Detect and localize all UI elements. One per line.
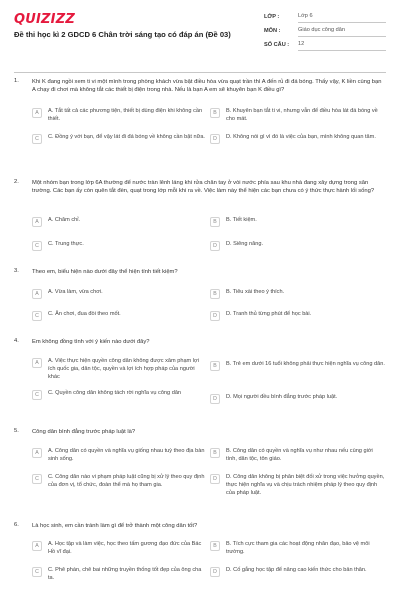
option-letter-box: B (210, 289, 220, 299)
option-text: C. Phê phán, chê bai những truyền thống tốt đẹp của ông cha ta. (48, 567, 202, 581)
option-d[interactable] (210, 134, 385, 154)
question-text: Em không đồng tình với ý kiến nào dưới đây? (32, 339, 150, 345)
option-letter-box: A (32, 448, 42, 458)
option-letter-box: B (210, 108, 220, 118)
meta-key: LỚP : (264, 14, 280, 20)
option-b[interactable] (210, 541, 385, 561)
option-letter-box: A (32, 358, 42, 368)
option-b[interactable] (210, 217, 385, 237)
question-text: Khi K đang ngồi xem ti vi một mình trong phòng khách vừa bật điều hòa vừa quạt trần thì A đến rủ đi đá bóng. Thấy vậy, K liền cùng bạn A chạy đi chơi mà không tắt các thiết bị điện trong nhà. Nếu là bạn A em sẽ khuyên bạn K điều gì? (32, 79, 382, 94)
meta-value: 12 (298, 39, 386, 51)
option-letter-box: D (210, 311, 220, 321)
question-number: 1. (14, 78, 19, 84)
question-text: Theo em, biểu hiện nào dưới đây thể hiện tính tiết kiệm? (32, 269, 178, 275)
question-number: 6. (14, 522, 19, 528)
option-text: B. Trẻ em dưới 16 tuổi không phải thực hiện nghĩa vụ công dân. (226, 361, 385, 367)
option-text: B. Công dân có quyền và nghĩa vụ như nhau nếu cùng giới tính, dân tộc, tôn giáo. (226, 448, 373, 462)
option-c[interactable] (32, 311, 207, 331)
option-b[interactable] (210, 108, 385, 128)
option-c[interactable] (32, 134, 207, 154)
option-letter-box: C (32, 241, 42, 251)
option-text: B. Tiêu xài theo ý thích. (226, 289, 285, 295)
option-letter-box: D (210, 241, 220, 251)
option-letter-box: C (32, 474, 42, 484)
meta-row-question-count (264, 38, 386, 52)
option-text: C. Ăn chơi, đua đòi theo mốt. (48, 311, 121, 317)
option-text: B. Tích cực tham gia các hoạt động nhân đạo, bảo vệ môi trường. (226, 541, 370, 555)
option-a[interactable] (32, 448, 207, 468)
option-text: D. Công dân không bị phân biệt đối xử trong việc hưởng quyền, thực hiện nghĩa vụ và chịu trách nhiệm pháp lý theo quy định của pháp luật. (226, 474, 385, 496)
option-c[interactable] (32, 390, 207, 410)
option-letter-box: C (32, 134, 42, 144)
meta-value: Lớp 6 (298, 11, 386, 23)
question-text: Công dân bình đẳng trước pháp luật là? (32, 429, 136, 435)
option-d[interactable] (210, 241, 385, 261)
option-a[interactable] (32, 358, 207, 378)
option-letter-box: B (210, 361, 220, 371)
header-divider (14, 72, 386, 73)
option-b[interactable] (210, 361, 385, 381)
option-text: C. Đồng ý với bạn, để vậy lát đi đá bóng về không cần bật nữa. (48, 134, 205, 140)
worksheet-header (14, 0, 386, 70)
option-letter-box: A (32, 541, 42, 551)
option-text: C. Trung thực. (48, 241, 84, 247)
meta-key: MÔN : (264, 28, 281, 34)
option-d[interactable] (210, 474, 385, 494)
question-text: Là học sinh, em cần tránh làm gì để trở thành một công dân tốt? (32, 523, 198, 529)
option-d[interactable] (210, 567, 385, 587)
option-text: A. Công dân có quyền và nghĩa vụ giống nhau tuỳ theo địa bàn sinh sống. (48, 448, 205, 462)
worksheet-title: Đề thi học kì 2 GDCD 6 Chân trời sáng tạo có đáp án (Đề 03) (14, 30, 231, 39)
option-letter-box: B (210, 541, 220, 551)
option-a[interactable] (32, 108, 207, 128)
option-letter-box: D (210, 567, 220, 577)
option-letter-box: A (32, 289, 42, 299)
option-letter-box: C (32, 567, 42, 577)
option-b[interactable] (210, 448, 385, 468)
option-letter-box: D (210, 474, 220, 484)
option-letter-box: D (210, 394, 220, 404)
option-letter-box: A (32, 217, 42, 227)
option-c[interactable] (32, 474, 207, 494)
option-text: A. Vừa làm, vừa chơi. (48, 289, 103, 295)
meta-key: SỐ CÂU : (264, 42, 290, 48)
option-a[interactable] (32, 541, 207, 561)
option-text: D. Không nói gì vì đó là việc của bạn, mình không quan tâm. (226, 134, 376, 140)
question-number: 4. (14, 338, 19, 344)
option-letter-box: C (32, 390, 42, 400)
meta-row-subject (264, 24, 386, 38)
option-text: C. Quyền công dân không tách rời nghĩa vụ công dân (48, 390, 182, 396)
worksheet-meta (264, 10, 386, 52)
option-text: B. Tiết kiệm. (226, 217, 257, 223)
option-b[interactable] (210, 289, 385, 309)
option-text: A. Tắt tất cả các phương tiện, thiết bị dùng điện khi không cần thiết. (48, 108, 203, 122)
option-text: D. Cố gắng học tập để nâng cao kiến thức cho bản thân. (226, 567, 367, 573)
option-a[interactable] (32, 217, 207, 237)
option-text: B. Khuyên bạn tắt ti vi, nhưng vẫn để điều hòa lát đá bóng về cho mát. (226, 108, 378, 122)
meta-row-class (264, 10, 386, 24)
option-d[interactable] (210, 394, 385, 414)
question-number: 2. (14, 179, 19, 185)
meta-value: Giáo dục công dân (298, 25, 386, 37)
option-text: C. Công dân nào vi phạm pháp luật cũng bị xử lý theo quy định của đơn vị, tổ chức, đoàn thể mà họ tham gia. (48, 474, 205, 488)
option-letter-box: B (210, 448, 220, 458)
option-text: A. Việc thực hiện quyền công dân không được xâm phạm lợi ích quốc gia, dân tộc, quyền và lợi ích hợp pháp của người khác (48, 358, 199, 380)
question-number: 3. (14, 268, 19, 274)
option-c[interactable] (32, 567, 207, 587)
option-letter-box: C (32, 311, 42, 321)
option-text: D. Mọi người đều bình đẳng trước pháp luật. (226, 394, 338, 400)
option-c[interactable] (32, 241, 207, 261)
question-number: 5. (14, 428, 19, 434)
option-text: D. Tranh thủ từng phút để học bài. (226, 311, 312, 317)
question-text: Một nhóm bạn trong lớp 6A thường để nước tràn lênh láng khi rửa chân tay ở vòi nước phía sau khu nhà đang xây dựng trong sân trường. Các bạn ấy còn quên tắt đèn, quạt trong lớp mỗi khi ra về. Việc làm này thể hiện các bạn chưa có ý thức thực hành lối sống? (32, 180, 375, 195)
option-d[interactable] (210, 311, 385, 331)
option-letter-box: D (210, 134, 220, 144)
option-a[interactable] (32, 289, 207, 309)
option-text: D. Siêng năng. (226, 241, 264, 247)
quizizz-logo: QUIZIZZ (14, 12, 75, 27)
option-letter-box: A (32, 108, 42, 118)
option-letter-box: B (210, 217, 220, 227)
option-text: A. Chăm chỉ. (48, 217, 81, 223)
option-text: A. Học tập và làm việc, học theo tấm gương đạo đức của Bác Hồ vĩ đại. (48, 541, 202, 555)
